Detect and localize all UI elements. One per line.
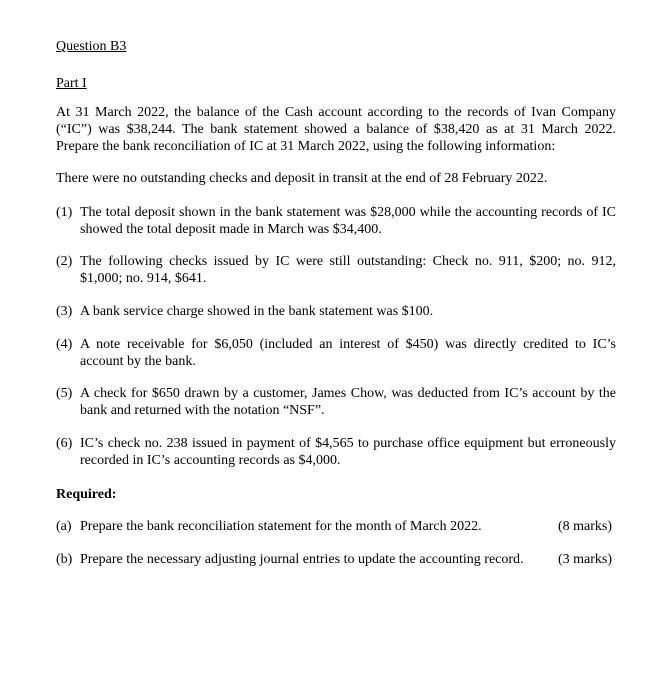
info-item-text: IC’s check no. 238 issued in payment of $4,565 to purchase office equipment but erroneously recorded in IC’s accounting records as $4,000. <box>80 436 616 468</box>
info-item-text: A check for $650 drawn by a customer, James Chow, was deducted from IC’s account by the bank and returned with the notation “NSF”. <box>80 386 616 418</box>
info-item-text: A bank service charge showed in the bank statement was $100. <box>80 304 434 319</box>
required-item-marks: (3 marks) <box>557 552 612 567</box>
info-item-text: A note receivable for $6,050 (included an interest of $450) was directly credited to IC’s account by the bank. <box>80 337 616 369</box>
required-item-text: Prepare the necessary adjusting journal entries to update the accounting record. <box>80 552 524 567</box>
info-item-number: (3) <box>56 304 73 319</box>
info-item-3 <box>56 303 616 320</box>
question-title: Question B3 <box>56 39 127 54</box>
info-item-number: (2) <box>56 254 73 269</box>
info-item-number: (6) <box>56 436 73 451</box>
info-item-6 <box>56 435 616 469</box>
info-item-number: (5) <box>56 386 73 401</box>
required-item-number: (b) <box>56 552 73 567</box>
info-item-text: The following checks issued by IC were still outstanding: Check no. 911, $200; no. 912, $1,000; no. 914, $641. <box>80 254 616 286</box>
info-item-number: (1) <box>56 205 73 220</box>
required-heading: Required: <box>56 487 117 502</box>
part-title: Part I <box>56 76 87 91</box>
required-item-marks: (8 marks) <box>557 519 612 534</box>
info-item-5 <box>56 385 616 419</box>
required-item-text: Prepare the bank reconciliation statement for the month of March 2022. <box>80 519 482 534</box>
intro-paragraph: At 31 March 2022, the balance of the Cash account according to the records of Ivan Company (“IC”) was $38,244. The bank statement showed a balance of $38,420 as at 31 March 2022. Prepare the bank reconciliation of IC at 31 March 2022, using the following information: <box>56 105 616 154</box>
info-item-4 <box>56 336 616 370</box>
required-item-number: (a) <box>56 519 72 534</box>
info-item-number: (4) <box>56 337 73 352</box>
no-outstanding-statement: There were no outstanding checks and deposit in transit at the end of 28 February 2022. <box>56 171 548 186</box>
info-item-1 <box>56 204 616 238</box>
info-item-text: The total deposit shown in the bank statement was $28,000 while the accounting records of IC showed the total deposit made in March was $34,400. <box>80 205 616 237</box>
info-item-2 <box>56 253 616 287</box>
